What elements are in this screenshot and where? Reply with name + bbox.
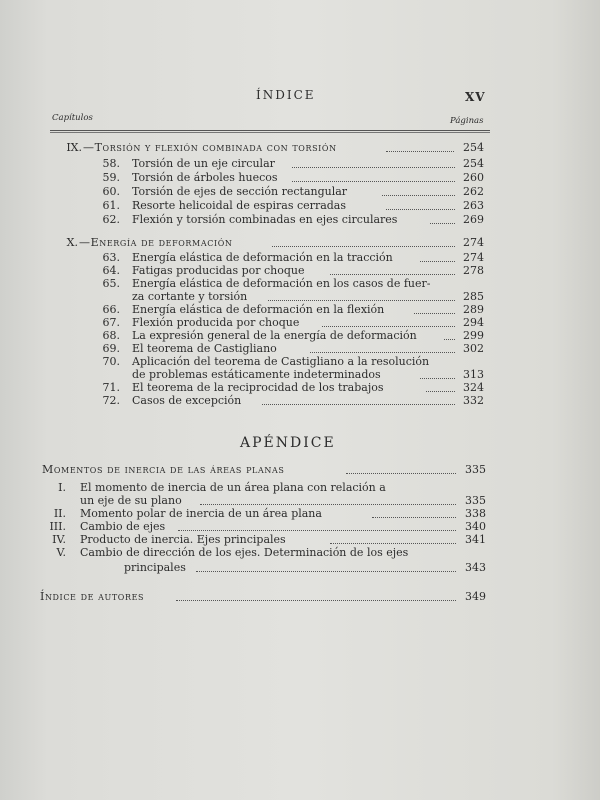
entry-number: 61. — [102, 199, 120, 212]
toc-entry — [0, 213, 600, 227]
entry-page: 260 — [463, 171, 484, 184]
entry-number: 65. — [102, 277, 120, 290]
entry-page: 294 — [463, 316, 484, 329]
toc-entry-continuation — [0, 561, 600, 575]
dot-leader — [330, 274, 455, 275]
entry-page: 313 — [463, 368, 484, 381]
entry-page: 341 — [465, 533, 486, 546]
toc-entry — [0, 277, 600, 291]
appendix-section-page: 335 — [465, 463, 486, 476]
entry-number: I. — [58, 481, 66, 494]
entry-title: Flexión producida por choque — [132, 316, 300, 329]
dot-leader — [346, 473, 456, 474]
entry-page: 262 — [463, 185, 484, 198]
entry-title: Cambio de dirección de los ejes. Determinación de los ejes — [80, 546, 409, 559]
entry-number: 67. — [102, 316, 120, 329]
chapter-x-label: X. — [66, 236, 78, 249]
toc-entry — [0, 329, 600, 343]
entry-page: 340 — [465, 520, 486, 533]
authors-index-title: Índice de autores — [40, 590, 145, 603]
chapter-ix-page: 254 — [463, 141, 484, 154]
entry-number: V. — [56, 546, 66, 559]
entry-number: 70. — [102, 355, 120, 368]
entry-number: 68. — [102, 329, 120, 342]
toc-entry — [0, 381, 600, 395]
entry-title: Aplicación del teorema de Castigliano a la resolución — [132, 355, 430, 368]
dot-leader — [268, 300, 455, 301]
dot-leader — [386, 209, 455, 210]
appendix-section-title: Momentos de inercia de las áreas planas — [42, 463, 285, 476]
dot-leader — [176, 600, 456, 601]
appendix-title: APÉNDICE — [240, 435, 336, 451]
chapter-ix-label: IX. — [66, 141, 82, 154]
toc-entry — [0, 264, 600, 278]
dot-leader — [372, 517, 456, 518]
entry-page: 343 — [465, 561, 486, 574]
entry-number: 69. — [102, 342, 120, 355]
entry-title: Momento polar de inercia de un área plana — [80, 507, 322, 520]
toc-entry — [0, 185, 600, 199]
entry-number: 63. — [102, 251, 120, 264]
chapter-x-page: 274 — [463, 236, 484, 249]
chapter-ix-title: —Torsión y flexión combinada con torsión — [83, 141, 337, 154]
toc-entry — [0, 171, 600, 185]
entry-number: III. — [49, 520, 66, 533]
toc-entry-continuation — [0, 368, 600, 382]
entry-page: 254 — [463, 157, 484, 170]
entry-number: 62. — [102, 213, 120, 226]
toc-entry — [0, 546, 600, 560]
toc-entry — [0, 342, 600, 356]
entry-title: Producto de inercia. Ejes principales — [80, 533, 286, 546]
toc-entry — [0, 355, 600, 369]
entry-page: 269 — [463, 213, 484, 226]
entry-title: Casos de excepción — [132, 394, 242, 407]
page-header-title: ÍNDICE — [256, 88, 316, 102]
entry-page: 289 — [463, 303, 484, 316]
entry-title: El teorema de la reciprocidad de los trabajos — [132, 381, 384, 394]
entry-number: IV. — [52, 533, 66, 546]
toc-entry — [0, 199, 600, 213]
toc-entry — [0, 533, 600, 547]
entry-number: 72. — [102, 394, 120, 407]
dot-leader — [178, 530, 456, 531]
entry-page: 302 — [463, 342, 484, 355]
toc-entry — [0, 481, 600, 495]
toc-entry — [0, 394, 600, 408]
entry-page: 278 — [463, 264, 484, 277]
dot-leader — [386, 151, 454, 152]
dot-leader — [382, 195, 455, 196]
dot-leader — [292, 167, 455, 168]
entry-number: 66. — [102, 303, 120, 316]
entry-title: Cambio de ejes — [80, 520, 166, 533]
entry-title-continued: un eje de su plano — [80, 494, 182, 507]
entry-title: Torsión de un eje circular — [132, 157, 275, 170]
entry-number: 58. — [102, 157, 120, 170]
entry-number: 71. — [102, 381, 120, 394]
toc-entry-continuation — [0, 494, 600, 508]
entry-title-continued: za cortante y torsión — [132, 290, 248, 303]
entry-page: 338 — [465, 507, 486, 520]
entry-page: 274 — [463, 251, 484, 264]
column-label-chapters: Capítulos — [52, 113, 93, 123]
entry-number: 59. — [102, 171, 120, 184]
entry-title: El momento de inercia de un área plana con relación a — [80, 481, 386, 494]
entry-page: 335 — [465, 494, 486, 507]
entry-title: Energía elástica de deformación en la tracción — [132, 251, 393, 264]
entry-page: 299 — [463, 329, 484, 342]
toc-entry-continuation — [0, 290, 600, 304]
entry-title: Resorte helicoidal de espiras cerradas — [132, 199, 347, 212]
entry-title: Flexión y torsión combinadas en ejes circulares — [132, 213, 398, 226]
toc-entry — [0, 157, 600, 171]
entry-title: La expresión general de la energía de deformación — [132, 329, 417, 342]
dot-leader — [196, 571, 456, 572]
entry-title-continued: principales — [124, 561, 186, 574]
dot-leader — [262, 404, 455, 405]
toc-entry — [0, 507, 600, 521]
dot-leader — [330, 543, 456, 544]
entry-title: Energía elástica de deformación en la flexión — [132, 303, 385, 316]
entry-page: 263 — [463, 199, 484, 212]
entry-number: II. — [53, 507, 66, 520]
entry-number: 60. — [102, 185, 120, 198]
entry-title: Fatigas producidas por choque — [132, 264, 305, 277]
toc-entry — [0, 316, 600, 330]
dot-leader — [322, 326, 455, 327]
authors-index-page: 349 — [465, 590, 486, 603]
chapter-x-heading — [0, 236, 600, 250]
entry-title: Torsión de ejes de sección rectangular — [132, 185, 348, 198]
entry-title: Energía elástica de deformación en los casos de fuer- — [132, 277, 431, 290]
dot-leader — [292, 181, 455, 182]
entry-number: 64. — [102, 264, 120, 277]
entry-title-continued: de problemas estáticamente indeterminados — [132, 368, 381, 381]
entry-page: 285 — [463, 290, 484, 303]
toc-entry — [0, 303, 600, 317]
chapter-x-title: —Energía de deformación — [79, 236, 233, 249]
column-label-pages: Páginas — [450, 116, 484, 126]
entry-page: 324 — [463, 381, 484, 394]
authors-index-entry — [0, 590, 600, 604]
entry-title: El teorema de Castigliano — [132, 342, 277, 355]
header-rule-secondary — [50, 132, 490, 133]
header-rule — [50, 130, 490, 131]
appendix-section-heading — [0, 463, 600, 477]
page-header-number: XV — [465, 90, 486, 104]
dot-leader — [310, 352, 455, 353]
chapter-ix-heading — [0, 141, 600, 155]
dot-leader — [414, 313, 455, 314]
dot-leader — [272, 246, 455, 247]
toc-entry — [0, 251, 600, 265]
entry-title: Torsión de árboles huecos — [132, 171, 278, 184]
entry-page: 332 — [463, 394, 484, 407]
dot-leader — [200, 504, 456, 505]
toc-entry — [0, 520, 600, 534]
